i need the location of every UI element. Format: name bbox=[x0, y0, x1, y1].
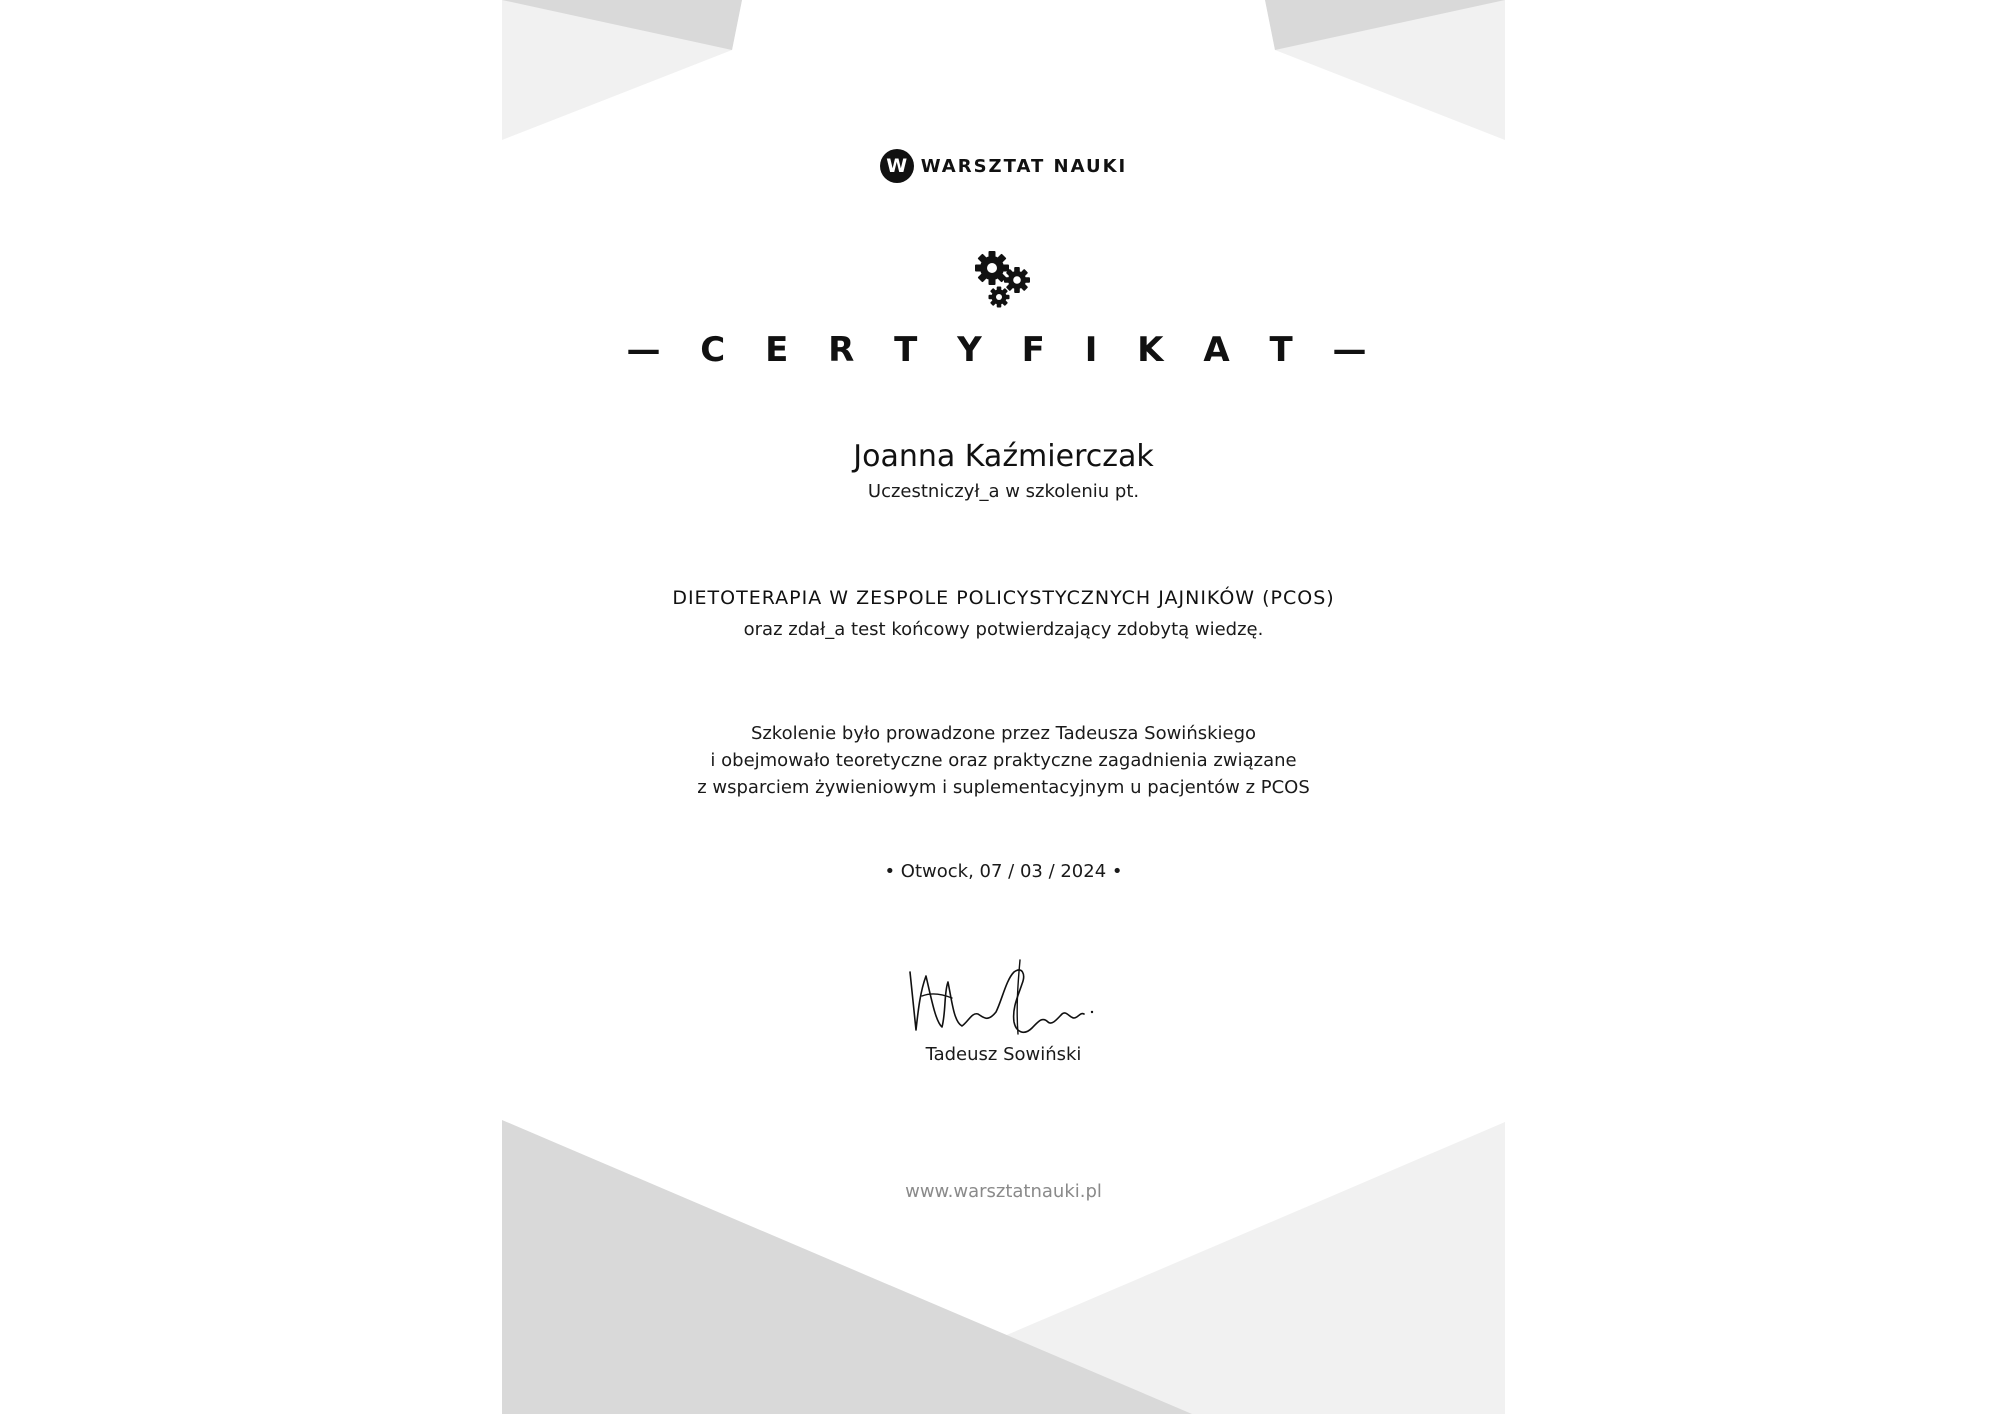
signature-image bbox=[902, 952, 1102, 1042]
participation-text: Uczestniczył_a w szkoleniu pt. bbox=[867, 481, 1140, 502]
test-text: oraz zdał_a test końcowy potwierdzający zdobytą wiedzę. bbox=[743, 619, 1264, 640]
bottom-left-dark-shape bbox=[502, 1120, 1192, 1414]
course-title: DIETOTERAPIA W ZESPOLE POLICYSTYCZNYCH JAJNIKÓW (PCOS) bbox=[672, 587, 1335, 609]
description-line: Szkolenie było prowadzone przez Tadeusza Sowińskiego bbox=[750, 723, 1257, 744]
brand-name: WARSZTAT NAUKI bbox=[920, 155, 1128, 177]
signature-name: Tadeusz Sowiński bbox=[925, 1044, 1082, 1065]
recipient-name: Joanna Kaźmierczak bbox=[853, 439, 1154, 474]
website-link[interactable]: www.warsztatnauki.pl bbox=[905, 1181, 1102, 1202]
description-line: z wsparciem żywieniowym i suplementacyjnym u pacjentów z PCOS bbox=[697, 777, 1310, 798]
w-circle-logo-icon: W bbox=[880, 149, 914, 183]
description-line: i obejmowało teoretyczne oraz praktyczne zagadnienia związane bbox=[710, 750, 1297, 771]
gears-icon bbox=[972, 250, 1036, 310]
brand-header bbox=[502, 148, 1505, 184]
certificate-title: — C E R T Y F I K A T — bbox=[626, 330, 1381, 370]
certificate-sheet bbox=[502, 0, 1505, 1414]
place-date: • Otwock, 07 / 03 / 2024 • bbox=[884, 861, 1123, 882]
